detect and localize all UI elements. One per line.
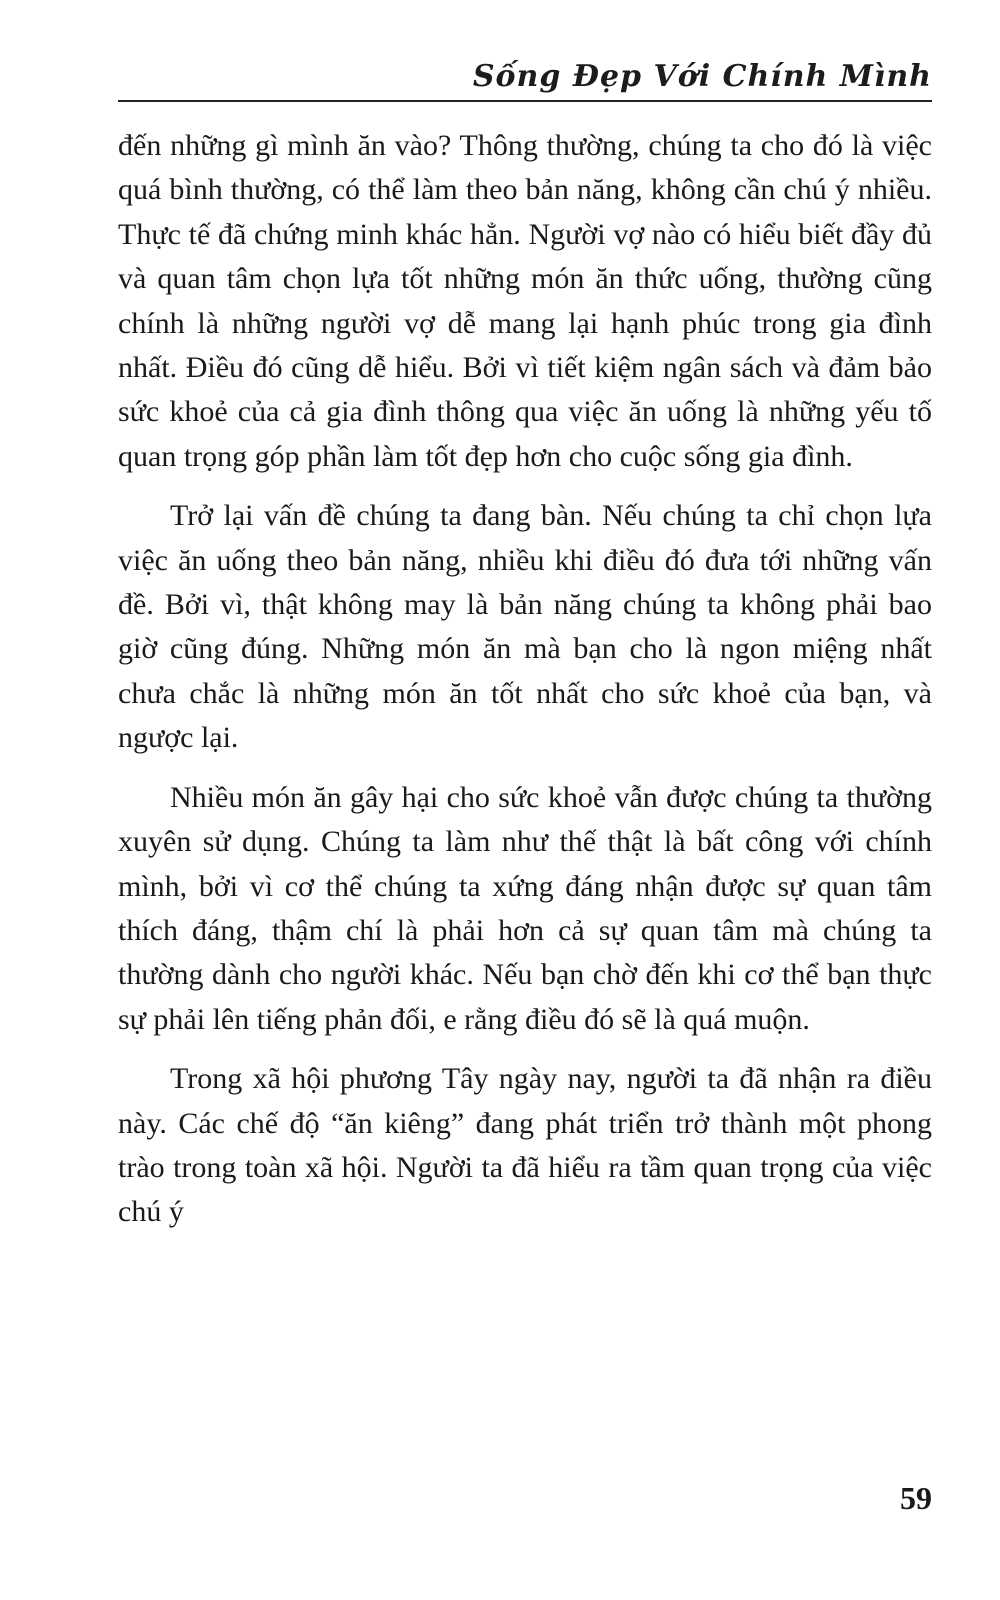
paragraph-1: đến những gì mình ăn vào? Thông thường, chúng ta cho đó là việc quá bình thường, có thể làm theo bản năng, không cần chú ý nhiều. Thực tế đã chứng minh khác hẳn. Người vợ nào có hiểu biết đầy đủ và quan tâm chọn lựa tốt những món ăn thức uống, thường cũng chính là những người vợ dễ mang lại hạnh phúc trong gia đình nhất. Điều đó cũng dễ hiểu. Bởi vì tiết kiệm ngân sách và đảm bảo sức khoẻ của cả gia đình thông qua việc ăn uống là những yếu tố quan trọng góp phần làm tốt đẹp hơn cho cuộc sống gia đình.: [118, 129, 932, 473]
page-number: 59: [900, 1480, 932, 1516]
paragraph-2: Trở lại vấn đề chúng ta đang bàn. Nếu chúng ta chỉ chọn lựa việc ăn uống theo bản năng, nhiều khi điều đó đưa tới những vấn đề. Bởi vì, thật không may là bản năng chúng ta không phải bao giờ cũng đúng. Những món ăn mà bạn cho là ngon miệng nhất chưa chắc là những món ăn tốt nhất cho sức khoẻ của bạn, và ngược lại.: [118, 499, 932, 755]
paragraph-3: Nhiều món ăn gây hại cho sức khoẻ vẫn được chúng ta thường xuyên sử dụng. Chúng ta làm như thế thật là bất công với chính mình, bởi vì cơ thể chúng ta xứng đáng nhận được sự quan tâm thích đáng, thậm chí là phải hơn cả sự quan tâm mà chúng ta thường dành cho người khác. Nếu bạn chờ đến khi cơ thể bạn thực sự phải lên tiếng phản đối, e rằng điều đó sẽ là quá muộn.: [118, 780, 932, 1036]
paragraph-4: Trong xã hội phương Tây ngày nay, người ta đã nhận ra điều này. Các chế độ “ăn kiêng” đang phát triển trở thành một phong trào trong toàn xã hội. Người ta đã hiểu ra tầm quan trọng của việc chú ý: [118, 1062, 932, 1229]
page-header: [118, 50, 932, 102]
page-body: [118, 124, 932, 1250]
running-title: Sống Đẹp Với Chính Mình: [472, 59, 932, 94]
